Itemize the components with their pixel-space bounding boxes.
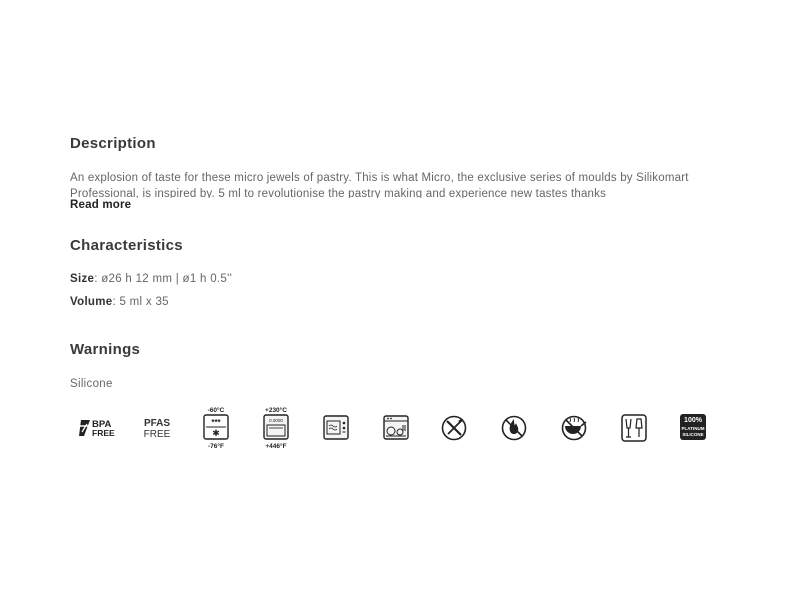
no-flame-icon <box>486 404 542 452</box>
platinum-text: PLATINUM <box>681 426 705 431</box>
bpa-free-text: FREE <box>92 428 115 438</box>
no-knife-icon <box>426 404 482 452</box>
pfas-text: PFAS <box>143 418 171 429</box>
dishwasher-icon <box>368 404 424 452</box>
freezer-fahrenheit-text: -76°F <box>208 443 224 450</box>
platinum-percent-text: 100% <box>684 417 702 424</box>
oven-fahrenheit-text: +446°F <box>265 443 287 450</box>
volume-row <box>70 296 169 308</box>
microwave-icon <box>308 404 364 452</box>
food-safe-icon <box>606 404 662 452</box>
volume-label: Volume <box>70 296 113 308</box>
read-more-link[interactable]: Read more <box>70 199 132 211</box>
characteristics-heading: Characteristics <box>70 237 183 254</box>
pfas-free-text: FREE <box>143 429 171 440</box>
description-text: An explosion of taste for these micro jewels of pastry. This is what Micro, the exclusive series of moulds by Silikomart Professional, is inspired by. 5 ml to revolutionise the pastry making and experience new tastes thanks <box>70 172 689 198</box>
description-heading: Description <box>70 135 156 152</box>
material-text: Silicone <box>70 378 113 390</box>
volume-value: : 5 ml x 35 <box>112 296 169 308</box>
size-value: : ø26 h 12 mm | ø1 h 0.5'' <box>94 273 233 285</box>
freezer-icon <box>188 404 244 452</box>
silicone-text: SILICONE <box>682 432 704 437</box>
svg-text:✱: ✱ <box>212 428 220 438</box>
bpa-text: BPA <box>92 419 112 430</box>
oven-icon <box>248 404 304 452</box>
pfas-free-icon <box>129 404 185 452</box>
bpa-free-icon <box>70 404 126 452</box>
size-label: Size <box>70 273 95 285</box>
freezer-celsius-text: -60°C <box>207 407 225 414</box>
oven-display-text: 0.0000 <box>269 418 283 423</box>
platinum-silicone-icon <box>664 404 720 452</box>
size-row <box>70 273 232 285</box>
svg-text:***: *** <box>211 418 221 427</box>
no-grill-icon <box>546 404 602 452</box>
oven-celsius-text: +230°C <box>265 407 287 414</box>
warnings-heading: Warnings <box>70 341 141 358</box>
